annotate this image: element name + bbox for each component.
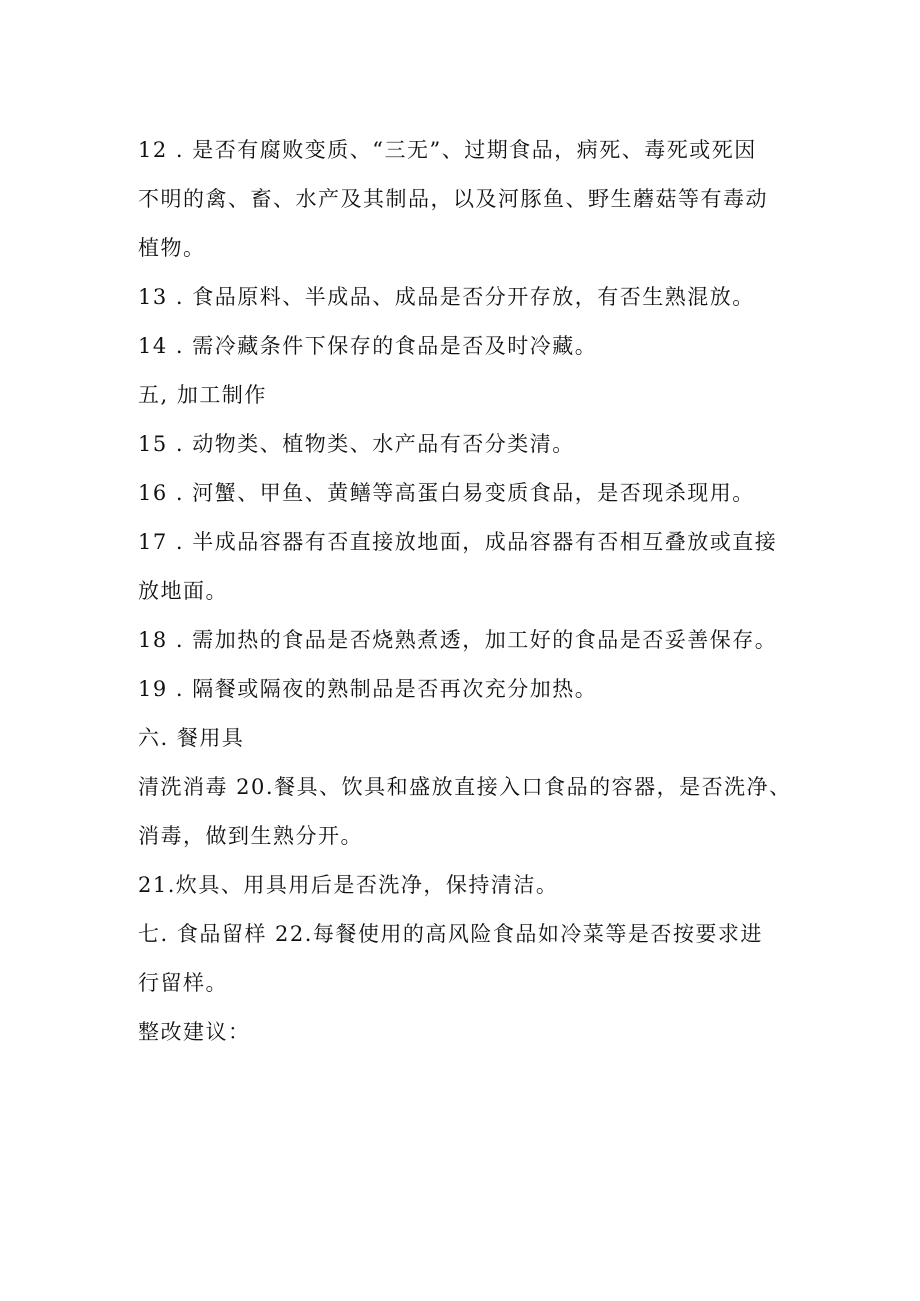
text-line: 清洗消毒 20.餐具、饮具和盛放直接入口食品的容器，是否洗净、 (138, 775, 792, 799)
section-heading: 五, 加工制作 (138, 383, 267, 407)
document-body (138, 126, 800, 1057)
text-line: 19 . 隔餐或隔夜的熟制品是否再次充分加热。 (138, 677, 598, 701)
text-line: 15 . 动物类、植物类、水产品有否分类清。 (138, 432, 575, 456)
text-line: 植物。 (138, 236, 206, 260)
text-line: 消毒，做到生熟分开。 (138, 824, 363, 848)
text-line: 12 . 是否有腐败变质、“三无”、过期食品，病死、毒死或死因 (138, 138, 757, 162)
rectification-label: 整改建议： (138, 1020, 251, 1044)
text-line: 14 . 需冷藏条件下保存的食品是否及时冷藏。 (138, 334, 598, 358)
text-line: 18 . 需加热的食品是否烧熟煮透，加工好的食品是否妥善保存。 (138, 628, 778, 652)
text-line: 16 . 河蟹、甲鱼、黄鳝等高蛋白易变质食品，是否现杀现用。 (138, 481, 755, 505)
section-heading: 六. 餐用具 (138, 726, 245, 750)
text-line: 行留样。 (138, 971, 228, 995)
text-line: 不明的禽、畜、水产及其制品，以及河豚鱼、野生蘑菇等有毒动 (138, 187, 768, 211)
text-line: 放地面。 (138, 579, 228, 603)
text-line: 七. 食品留样 22.每餐使用的高风险食品如冷菜等是否按要求进 (138, 922, 763, 946)
text-line: 17 . 半成品容器有否直接放地面，成品容器有否相互叠放或直接 (138, 530, 778, 554)
text-line: 21.炊具、用具用后是否洗净，保持清洁。 (138, 873, 559, 897)
text-line: 13 . 食品原料、半成品、成品是否分开存放，有否生熟混放。 (138, 285, 755, 309)
